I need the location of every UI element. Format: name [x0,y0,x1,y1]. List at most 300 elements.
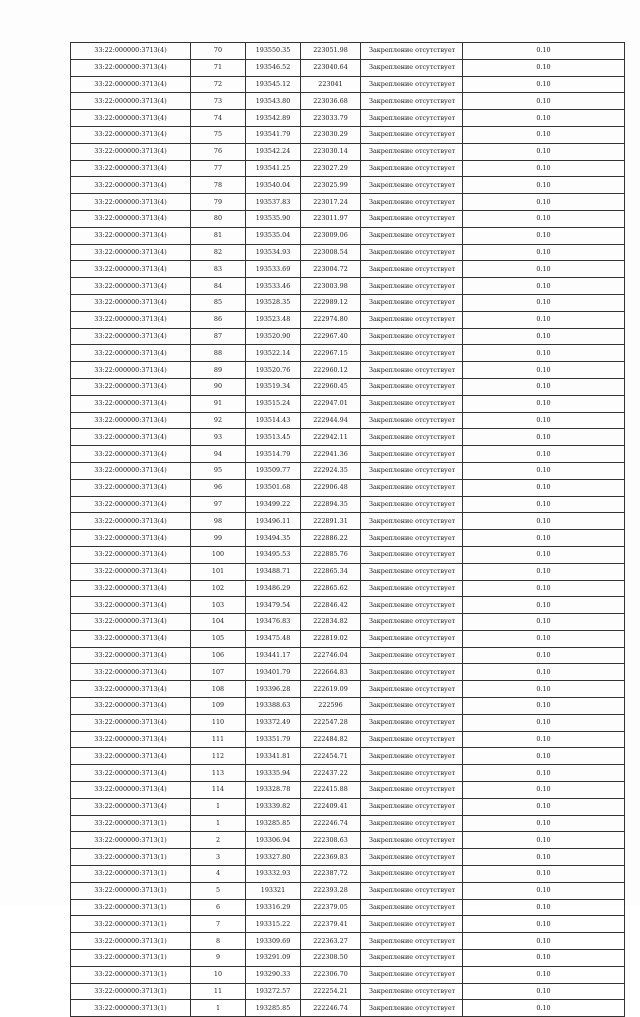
cell-x-coordinate: 193523.48 [246,311,301,328]
cell-y-coordinate: 222664.83 [301,664,361,681]
cell-object-number: 33:22:000000:3713(4) [71,681,191,698]
table-row [71,765,625,782]
cell-fixing-description: Закрепление отсутствует [361,899,463,916]
table-row [71,362,625,379]
cell-accuracy-value: 0.10 [463,647,625,664]
cell-fixing-description: Закрепление отсутствует [361,849,463,866]
cell-x-coordinate: 193515.24 [246,395,301,412]
table-row [71,782,625,799]
cell-x-coordinate: 193542.89 [246,110,301,127]
cell-accuracy-value: 0.10 [463,698,625,715]
table-row [71,580,625,597]
cell-fixing-description: Закрепление отсутствует [361,916,463,933]
cell-fixing-description: Закрепление отсутствует [361,311,463,328]
table-row [71,462,625,479]
cell-y-coordinate: 223009.06 [301,227,361,244]
cell-x-coordinate: 193509.77 [246,462,301,479]
cell-x-coordinate: 193520.76 [246,362,301,379]
cell-point-number: 84 [191,278,246,295]
cell-y-coordinate: 222308.50 [301,950,361,967]
cell-x-coordinate: 193327.80 [246,849,301,866]
cell-point-number: 93 [191,429,246,446]
cell-x-coordinate: 193475.48 [246,630,301,647]
cell-y-coordinate: 222886.22 [301,530,361,547]
cell-accuracy-value: 0.10 [463,630,625,647]
cell-object-number: 33:22:000000:3713(1) [71,815,191,832]
cell-object-number: 33:22:000000:3713(4) [71,446,191,463]
cell-object-number: 33:22:000000:3713(4) [71,412,191,429]
cell-fixing-description: Закрепление отсутствует [361,950,463,967]
table-row [71,849,625,866]
cell-accuracy-value: 0.10 [463,429,625,446]
cell-fixing-description: Закрепление отсутствует [361,563,463,580]
table-row [71,714,625,731]
cell-point-number: 111 [191,731,246,748]
cell-object-number: 33:22:000000:3713(4) [71,177,191,194]
cell-point-number: 72 [191,76,246,93]
cell-point-number: 110 [191,714,246,731]
cell-accuracy-value: 0.10 [463,294,625,311]
cell-x-coordinate: 193339.82 [246,798,301,815]
cell-y-coordinate: 222254.21 [301,983,361,1000]
cell-point-number: 86 [191,311,246,328]
cell-y-coordinate: 222437.22 [301,765,361,782]
cell-point-number: 90 [191,378,246,395]
table-row [71,59,625,76]
cell-accuracy-value: 0.10 [463,849,625,866]
table-row [71,731,625,748]
cell-y-coordinate: 222246.74 [301,815,361,832]
table-row [71,143,625,160]
table-row [71,177,625,194]
cell-fixing-description: Закрепление отсутствует [361,933,463,950]
cell-object-number: 33:22:000000:3713(4) [71,647,191,664]
cell-accuracy-value: 0.10 [463,160,625,177]
cell-y-coordinate: 222409.41 [301,798,361,815]
table-row [71,110,625,127]
cell-accuracy-value: 0.10 [463,462,625,479]
cell-x-coordinate: 193315.22 [246,916,301,933]
cell-fixing-description: Закрепление отсутствует [361,177,463,194]
cell-object-number: 33:22:000000:3713(1) [71,933,191,950]
cell-x-coordinate: 193309.69 [246,933,301,950]
cell-point-number: 101 [191,563,246,580]
cell-y-coordinate: 222891.31 [301,513,361,530]
cell-accuracy-value: 0.10 [463,815,625,832]
cell-y-coordinate: 222547.28 [301,714,361,731]
cell-y-coordinate: 222960.12 [301,362,361,379]
cell-accuracy-value: 0.10 [463,983,625,1000]
cell-x-coordinate: 193285.85 [246,1000,301,1017]
cell-accuracy-value: 0.10 [463,530,625,547]
cell-y-coordinate: 222942.11 [301,429,361,446]
cell-fixing-description: Закрепление отсутствует [361,429,463,446]
cell-y-coordinate: 222974.80 [301,311,361,328]
cell-y-coordinate: 223040.64 [301,59,361,76]
cell-x-coordinate: 193486.29 [246,580,301,597]
cell-fixing-description: Закрепление отсутствует [361,446,463,463]
cell-fixing-description: Закрепление отсутствует [361,866,463,883]
cell-x-coordinate: 193499.22 [246,496,301,513]
cell-x-coordinate: 193545.12 [246,76,301,93]
cell-x-coordinate: 193501.68 [246,479,301,496]
cell-object-number: 33:22:000000:3713(1) [71,849,191,866]
cell-y-coordinate: 223036.68 [301,93,361,110]
table-row [71,681,625,698]
cell-x-coordinate: 193341.81 [246,748,301,765]
cell-accuracy-value: 0.10 [463,93,625,110]
cell-y-coordinate: 223025.99 [301,177,361,194]
cell-point-number: 4 [191,866,246,883]
cell-object-number: 33:22:000000:3713(4) [71,698,191,715]
cell-fixing-description: Закрепление отсутствует [361,832,463,849]
coordinates-table-body [71,43,625,1017]
cell-accuracy-value: 0.10 [463,513,625,530]
table-row [71,966,625,983]
cell-object-number: 33:22:000000:3713(4) [71,328,191,345]
cell-accuracy-value: 0.10 [463,328,625,345]
cell-fixing-description: Закрепление отсутствует [361,362,463,379]
table-row [71,244,625,261]
cell-accuracy-value: 0.10 [463,143,625,160]
cell-accuracy-value: 0.10 [463,866,625,883]
cell-object-number: 33:22:000000:3713(4) [71,261,191,278]
cell-object-number: 33:22:000000:3713(4) [71,110,191,127]
table-row [71,294,625,311]
cell-y-coordinate: 223017.24 [301,194,361,211]
cell-accuracy-value: 0.10 [463,748,625,765]
cell-point-number: 1 [191,798,246,815]
cell-x-coordinate: 193272.57 [246,983,301,1000]
cell-fixing-description: Закрепление отсутствует [361,681,463,698]
cell-object-number: 33:22:000000:3713(4) [71,597,191,614]
cell-y-coordinate: 222746.04 [301,647,361,664]
cell-point-number: 108 [191,681,246,698]
table-row [71,210,625,227]
cell-object-number: 33:22:000000:3713(4) [71,126,191,143]
cell-point-number: 1 [191,815,246,832]
cell-accuracy-value: 0.10 [463,110,625,127]
cell-accuracy-value: 0.10 [463,76,625,93]
cell-fixing-description: Закрепление отсутствует [361,1000,463,1017]
table-row [71,614,625,631]
cell-y-coordinate: 222415.88 [301,782,361,799]
cell-point-number: 94 [191,446,246,463]
table-row [71,950,625,967]
cell-fixing-description: Закрепление отсутствует [361,143,463,160]
cell-point-number: 79 [191,194,246,211]
cell-accuracy-value: 0.10 [463,597,625,614]
cell-accuracy-value: 0.10 [463,210,625,227]
table-row [71,530,625,547]
cell-y-coordinate: 223003.98 [301,278,361,295]
cell-y-coordinate: 222947.01 [301,395,361,412]
cell-accuracy-value: 0.10 [463,244,625,261]
cell-object-number: 33:22:000000:3713(4) [71,748,191,765]
cell-x-coordinate: 193401.79 [246,664,301,681]
cell-fixing-description: Закрепление отсутствует [361,496,463,513]
cell-fixing-description: Закрепление отсутствует [361,210,463,227]
cell-accuracy-value: 0.10 [463,261,625,278]
cell-y-coordinate: 222924.35 [301,462,361,479]
cell-object-number: 33:22:000000:3713(4) [71,479,191,496]
table-row [71,446,625,463]
cell-accuracy-value: 0.10 [463,966,625,983]
cell-accuracy-value: 0.10 [463,664,625,681]
cell-point-number: 98 [191,513,246,530]
cell-object-number: 33:22:000000:3713(4) [71,765,191,782]
cell-point-number: 8 [191,933,246,950]
cell-accuracy-value: 0.10 [463,278,625,295]
cell-fixing-description: Закрепление отсутствует [361,194,463,211]
cell-fixing-description: Закрепление отсутствует [361,530,463,547]
cell-accuracy-value: 0.10 [463,681,625,698]
table-row [71,160,625,177]
table-row [71,126,625,143]
table-row [71,832,625,849]
cell-object-number: 33:22:000000:3713(4) [71,194,191,211]
cell-fixing-description: Закрепление отсутствует [361,882,463,899]
cell-fixing-description: Закрепление отсутствует [361,983,463,1000]
cell-point-number: 1 [191,1000,246,1017]
cell-accuracy-value: 0.10 [463,177,625,194]
cell-y-coordinate: 222944.94 [301,412,361,429]
cell-x-coordinate: 193285.85 [246,815,301,832]
cell-point-number: 95 [191,462,246,479]
cell-point-number: 96 [191,479,246,496]
table-row [71,698,625,715]
cell-x-coordinate: 193441.17 [246,647,301,664]
cell-point-number: 9 [191,950,246,967]
cell-y-coordinate: 222393.28 [301,882,361,899]
cell-fixing-description: Закрепление отсутствует [361,580,463,597]
cell-object-number: 33:22:000000:3713(4) [71,513,191,530]
cell-accuracy-value: 0.10 [463,446,625,463]
cell-x-coordinate: 193519.34 [246,378,301,395]
cell-object-number: 33:22:000000:3713(1) [71,899,191,916]
table-row [71,563,625,580]
cell-accuracy-value: 0.10 [463,950,625,967]
cell-accuracy-value: 0.10 [463,378,625,395]
cell-object-number: 33:22:000000:3713(1) [71,966,191,983]
cell-point-number: 112 [191,748,246,765]
cell-accuracy-value: 0.10 [463,580,625,597]
table-row [71,798,625,815]
table-row [71,882,625,899]
cell-y-coordinate: 222894.35 [301,496,361,513]
cell-object-number: 33:22:000000:3713(4) [71,210,191,227]
cell-x-coordinate: 193335.94 [246,765,301,782]
cell-x-coordinate: 193534.93 [246,244,301,261]
cell-x-coordinate: 193328.78 [246,782,301,799]
cell-y-coordinate: 222246.74 [301,1000,361,1017]
cell-accuracy-value: 0.10 [463,714,625,731]
table-row [71,194,625,211]
cell-object-number: 33:22:000000:3713(4) [71,546,191,563]
cell-y-coordinate: 222306.70 [301,966,361,983]
cell-y-coordinate: 222834.82 [301,614,361,631]
cell-point-number: 89 [191,362,246,379]
table-row [71,412,625,429]
cell-object-number: 33:22:000000:3713(4) [71,614,191,631]
cell-fixing-description: Закрепление отсутствует [361,731,463,748]
cell-fixing-description: Закрепление отсутствует [361,966,463,983]
table-row [71,93,625,110]
cell-point-number: 104 [191,614,246,631]
cell-x-coordinate: 193495.53 [246,546,301,563]
cell-accuracy-value: 0.10 [463,731,625,748]
cell-x-coordinate: 193533.46 [246,278,301,295]
table-row [71,278,625,295]
cell-point-number: 114 [191,782,246,799]
cell-y-coordinate: 223008.54 [301,244,361,261]
table-row [71,429,625,446]
cell-y-coordinate: 222989.12 [301,294,361,311]
cell-object-number: 33:22:000000:3713(4) [71,782,191,799]
cell-object-number: 33:22:000000:3713(4) [71,496,191,513]
cell-y-coordinate: 222865.34 [301,563,361,580]
cell-x-coordinate: 193546.52 [246,59,301,76]
table-row [71,546,625,563]
cell-fixing-description: Закрепление отсутствует [361,647,463,664]
cell-accuracy-value: 0.10 [463,345,625,362]
cell-fixing-description: Закрепление отсутствует [361,76,463,93]
table-row [71,664,625,681]
cell-y-coordinate: 222885.76 [301,546,361,563]
cell-y-coordinate: 223051.98 [301,43,361,60]
cell-x-coordinate: 193479.54 [246,597,301,614]
cell-fixing-description: Закрепление отсутствует [361,462,463,479]
cell-x-coordinate: 193542.24 [246,143,301,160]
cell-accuracy-value: 0.10 [463,882,625,899]
cell-fixing-description: Закрепление отсутствует [361,546,463,563]
cell-object-number: 33:22:000000:3713(4) [71,630,191,647]
table-row [71,916,625,933]
cell-fixing-description: Закрепление отсутствует [361,748,463,765]
cell-x-coordinate: 193290.33 [246,966,301,983]
cell-x-coordinate: 193514.43 [246,412,301,429]
cell-point-number: 6 [191,899,246,916]
cell-point-number: 74 [191,110,246,127]
cell-object-number: 33:22:000000:3713(4) [71,227,191,244]
table-row [71,933,625,950]
cell-fixing-description: Закрепление отсутствует [361,160,463,177]
cell-fixing-description: Закрепление отсутствует [361,43,463,60]
cell-y-coordinate: 223041 [301,76,361,93]
cell-x-coordinate: 193550.35 [246,43,301,60]
cell-accuracy-value: 0.10 [463,194,625,211]
cell-fixing-description: Закрепление отсутствует [361,698,463,715]
cell-x-coordinate: 193476.83 [246,614,301,631]
cell-point-number: 88 [191,345,246,362]
table-row [71,261,625,278]
cell-point-number: 2 [191,832,246,849]
cell-accuracy-value: 0.10 [463,614,625,631]
cell-accuracy-value: 0.10 [463,362,625,379]
cell-x-coordinate: 193522.14 [246,345,301,362]
cell-accuracy-value: 0.10 [463,832,625,849]
cell-object-number: 33:22:000000:3713(1) [71,866,191,883]
cell-fixing-description: Закрепление отсутствует [361,395,463,412]
table-row [71,597,625,614]
cell-y-coordinate: 222379.41 [301,916,361,933]
table-row [71,76,625,93]
cell-fixing-description: Закрепление отсутствует [361,378,463,395]
cell-point-number: 109 [191,698,246,715]
cell-fixing-description: Закрепление отсутствует [361,479,463,496]
cell-y-coordinate: 223027.29 [301,160,361,177]
table-row [71,395,625,412]
cell-point-number: 71 [191,59,246,76]
cell-y-coordinate: 223004.72 [301,261,361,278]
cell-point-number: 5 [191,882,246,899]
cell-y-coordinate: 222941.36 [301,446,361,463]
cell-accuracy-value: 0.10 [463,412,625,429]
cell-point-number: 103 [191,597,246,614]
table-row [71,630,625,647]
cell-y-coordinate: 222967.15 [301,345,361,362]
table-row [71,1000,625,1017]
cell-point-number: 105 [191,630,246,647]
cell-point-number: 82 [191,244,246,261]
table-row [71,496,625,513]
cell-x-coordinate: 193488.71 [246,563,301,580]
cell-point-number: 78 [191,177,246,194]
cell-point-number: 87 [191,328,246,345]
cell-object-number: 33:22:000000:3713(4) [71,143,191,160]
table-row [71,328,625,345]
cell-fixing-description: Закрепление отсутствует [361,765,463,782]
cell-point-number: 92 [191,412,246,429]
cell-x-coordinate: 193513.45 [246,429,301,446]
cell-x-coordinate: 193496.11 [246,513,301,530]
table-row [71,748,625,765]
cell-point-number: 85 [191,294,246,311]
table-row [71,513,625,530]
cell-object-number: 33:22:000000:3713(1) [71,832,191,849]
cell-point-number: 80 [191,210,246,227]
cell-fixing-description: Закрепление отсутствует [361,630,463,647]
cell-accuracy-value: 0.10 [463,765,625,782]
cell-x-coordinate: 193321 [246,882,301,899]
cell-x-coordinate: 193332.93 [246,866,301,883]
cell-y-coordinate: 222819.02 [301,630,361,647]
cell-accuracy-value: 0.10 [463,546,625,563]
cell-object-number: 33:22:000000:3713(1) [71,882,191,899]
cell-fixing-description: Закрепление отсутствует [361,93,463,110]
cell-accuracy-value: 0.10 [463,126,625,143]
cell-y-coordinate: 222369.83 [301,849,361,866]
cell-y-coordinate: 222484.82 [301,731,361,748]
cell-object-number: 33:22:000000:3713(4) [71,714,191,731]
cell-accuracy-value: 0.10 [463,899,625,916]
cell-fixing-description: Закрепление отсутствует [361,261,463,278]
cell-y-coordinate: 223033.79 [301,110,361,127]
cell-point-number: 77 [191,160,246,177]
cell-point-number: 102 [191,580,246,597]
cell-point-number: 97 [191,496,246,513]
cell-point-number: 106 [191,647,246,664]
cell-accuracy-value: 0.10 [463,782,625,799]
cell-point-number: 76 [191,143,246,160]
cell-object-number: 33:22:000000:3713(4) [71,43,191,60]
cell-y-coordinate: 222967.40 [301,328,361,345]
cell-object-number: 33:22:000000:3713(4) [71,278,191,295]
table-row [71,983,625,1000]
cell-object-number: 33:22:000000:3713(4) [71,76,191,93]
cell-y-coordinate: 222308.63 [301,832,361,849]
cell-object-number: 33:22:000000:3713(4) [71,462,191,479]
